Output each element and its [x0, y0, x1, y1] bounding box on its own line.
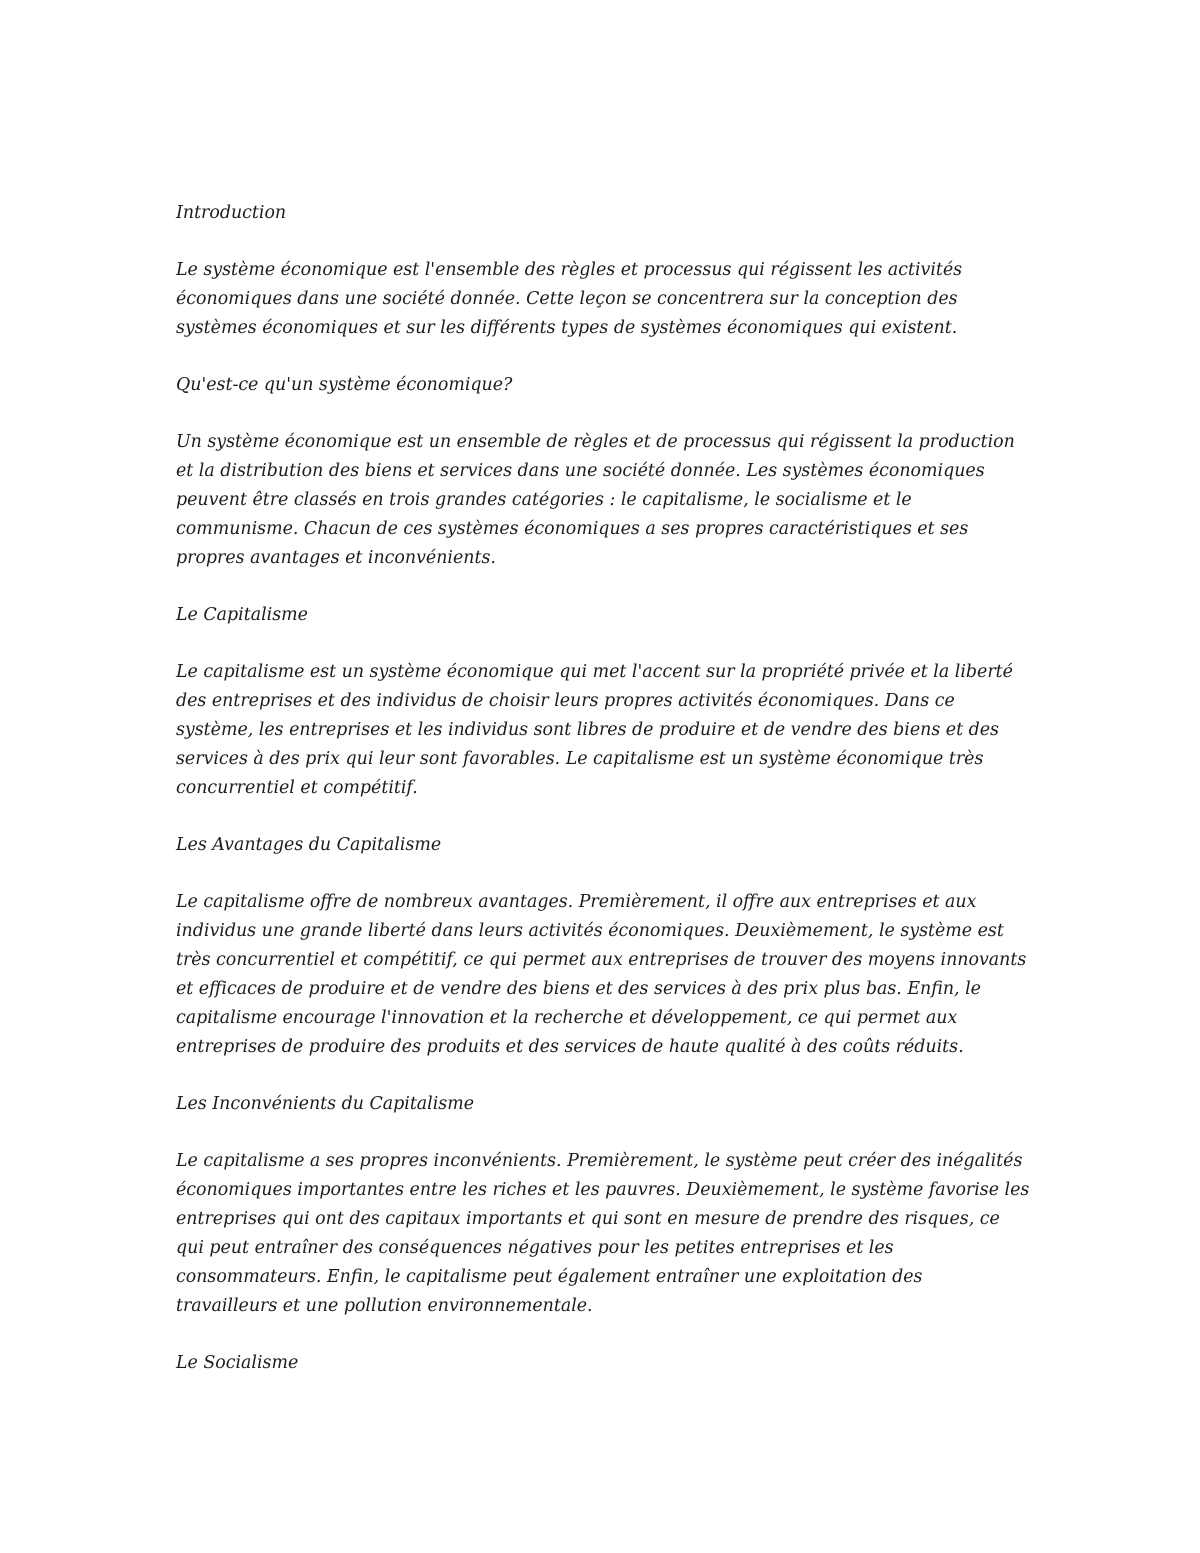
paragraph-line: économiques dans une société donnée. Cette leçon se concentrera sur la conception des [176, 289, 958, 309]
paragraph-line: capitalisme encourage l'innovation et la recherche et développement, ce qui permet aux [176, 1008, 958, 1028]
section-heading-disadvantages: Les Inconvénients du Capitalisme [176, 1094, 475, 1114]
paragraph-line: Le capitalisme offre de nombreux avantages. Premièrement, il offre aux entreprises et aux [176, 892, 977, 912]
section-paragraph-advantages [176, 888, 1036, 1062]
paragraph-line: peuvent être classés en trois grandes catégories : le capitalisme, le socialisme et le [176, 490, 912, 510]
paragraph-line: entreprises de produire des produits et des services de haute qualité à des coûts réduits. [176, 1037, 964, 1057]
paragraph-line: Le capitalisme est un système économique qui met l'accent sur la propriété privée et la liberté [176, 662, 1013, 682]
paragraph-line: systèmes économiques et sur les différents types de systèmes économiques qui existent. [176, 318, 958, 338]
paragraph-line: et efficaces de produire et de vendre des biens et des services à des prix plus bas. Enfin, le [176, 979, 981, 999]
document-body [176, 199, 1036, 1406]
section-heading-advantages: Les Avantages du Capitalisme [176, 835, 442, 855]
section-paragraph-definition [176, 428, 1036, 573]
paragraph-line: économiques importantes entre les riches et les pauvres. Deuxièmement, le système favorise les [176, 1180, 1030, 1200]
paragraph-line: travailleurs et une pollution environnementale. [176, 1296, 593, 1316]
paragraph-line: très concurrentiel et compétitif, ce qui permet aux entreprises de trouver des moyens innovants [176, 950, 1027, 970]
section-paragraph-introduction [176, 256, 1036, 343]
section-heading-definition: Qu'est-ce qu'un système économique? [176, 375, 513, 395]
paragraph-line: système, les entreprises et les individus sont libres de produire et de vendre des biens et des [176, 720, 999, 740]
paragraph-line: concurrentiel et compétitif. [176, 778, 418, 798]
section-heading-capitalism: Le Capitalisme [176, 605, 308, 625]
paragraph-line: des entreprises et des individus de choisir leurs propres activités économiques. Dans ce [176, 691, 955, 711]
paragraph-line: propres avantages et inconvénients. [176, 548, 496, 568]
section-heading-introduction: Introduction [176, 203, 287, 223]
section-paragraph-capitalism [176, 658, 1036, 803]
section-paragraph-disadvantages [176, 1147, 1036, 1321]
paragraph-line: entreprises qui ont des capitaux importants et qui sont en mesure de prendre des risques, ce [176, 1209, 1000, 1229]
paragraph-line: qui peut entraîner des conséquences négatives pour les petites entreprises et les [176, 1238, 894, 1258]
section-heading-socialism: Le Socialisme [176, 1353, 299, 1373]
paragraph-line: individus une grande liberté dans leurs activités économiques. Deuxièmement, le système est [176, 921, 1004, 941]
paragraph-line: et la distribution des biens et services dans une société donnée. Les systèmes économiques [176, 461, 985, 481]
paragraph-line: Un système économique est un ensemble de règles et de processus qui régissent la production [176, 432, 1015, 452]
paragraph-line: communisme. Chacun de ces systèmes économiques a ses propres caractéristiques et ses [176, 519, 969, 539]
paragraph-line: consommateurs. Enfin, le capitalisme peut également entraîner une exploitation des [176, 1267, 923, 1287]
paragraph-line: Le système économique est l'ensemble des règles et processus qui régissent les activités [176, 260, 963, 280]
paragraph-line: Le capitalisme a ses propres inconvénients. Premièrement, le système peut créer des inégalités [176, 1151, 1023, 1171]
paragraph-line: services à des prix qui leur sont favorables. Le capitalisme est un système économique très [176, 749, 984, 769]
